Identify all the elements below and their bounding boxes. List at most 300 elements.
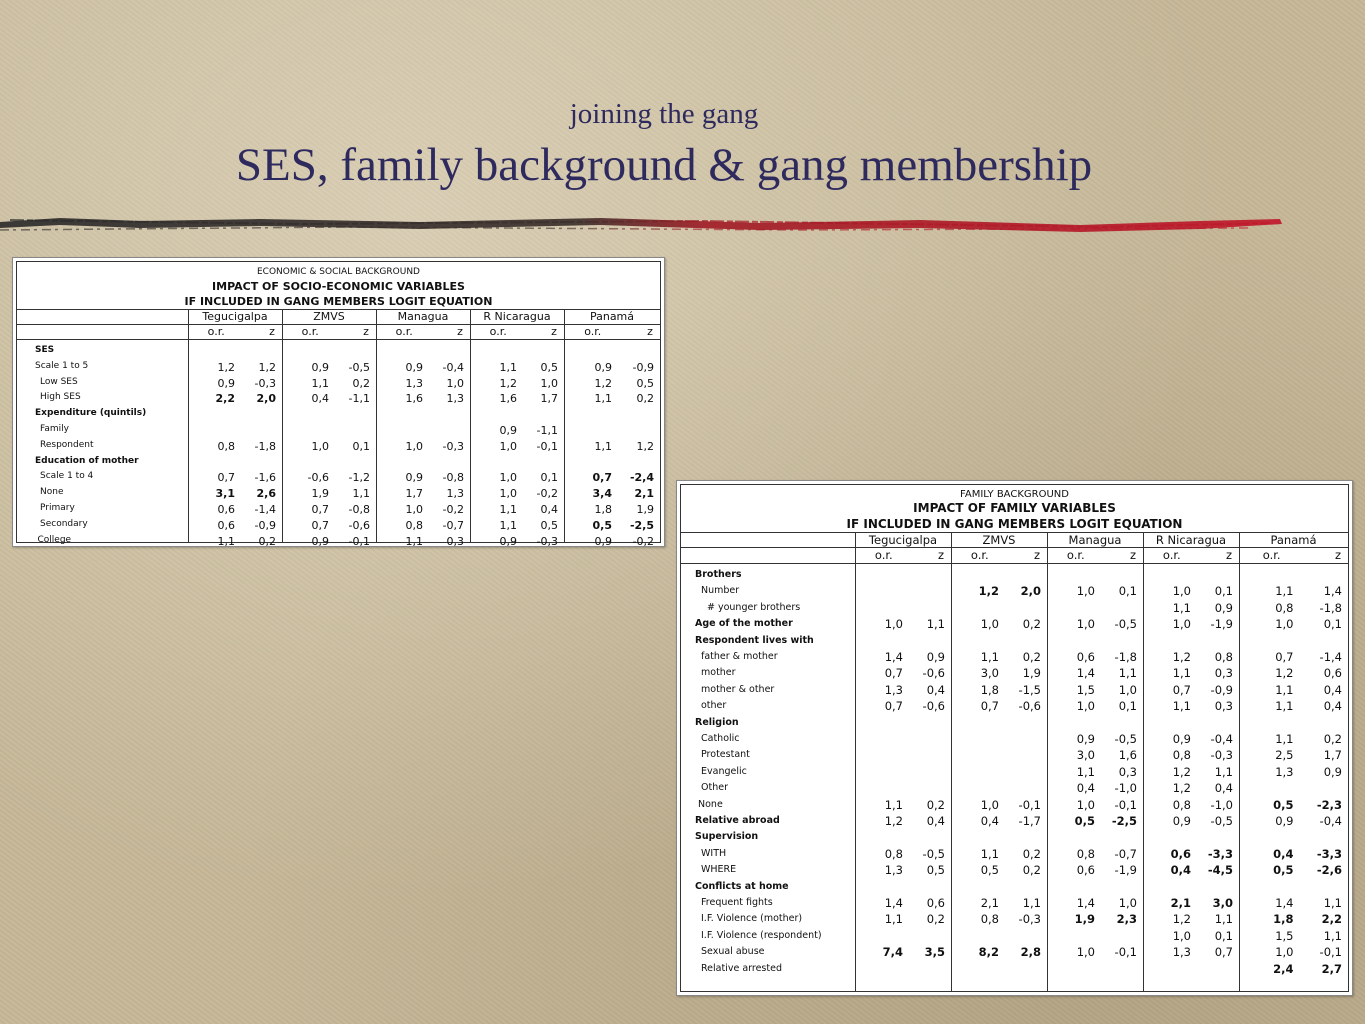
table-value: -0,3 (536, 534, 558, 548)
table-value: 1,0 (884, 617, 903, 632)
table-value: 1,1 (1275, 699, 1294, 714)
table-value: -1,8 (254, 439, 276, 453)
column-subheader: o.r. (489, 325, 507, 338)
table-value: -1,4 (1319, 650, 1342, 664)
table-value: -0,9 (254, 518, 276, 532)
table-value: 1,2 (1275, 666, 1294, 681)
table-value: 1,2 (884, 814, 903, 828)
table-value: 0,6 (1323, 666, 1342, 681)
table-value: 0,6 (217, 518, 235, 532)
city-header: ZMVS (313, 310, 345, 323)
table-value: 1,1 (499, 518, 517, 532)
table-value: 1,1 (884, 912, 903, 927)
table-value: -0,3 (1210, 748, 1233, 763)
table-value: 1,3 (1172, 945, 1191, 960)
table-value: 1,1 (594, 439, 612, 453)
table-value: 0,8 (1172, 748, 1191, 763)
table-value: 1,0 (405, 503, 423, 516)
table-value: 1,7 (405, 487, 423, 501)
table-value: -2,4 (629, 471, 654, 485)
table-value: -2,5 (629, 518, 654, 532)
column-subheader: z (1334, 548, 1342, 562)
table-value: 0,9 (594, 534, 612, 548)
table-value: 0,5 (1074, 814, 1095, 828)
table-caption-line: IF INCLUDED IN GANG MEMBERS LOGIT EQUATION (846, 517, 1183, 531)
table-value: -0,3 (254, 376, 276, 390)
table-value: 1,2 (499, 376, 517, 390)
table-value: 0,5 (926, 863, 945, 878)
table-value: 1,3 (884, 863, 903, 878)
table-value: 1,0 (405, 439, 423, 453)
table-value: -0,4 (442, 360, 464, 374)
table-value: 0,4 (1170, 863, 1191, 878)
row-label: Protestant (701, 749, 750, 761)
row-label: None (40, 487, 64, 498)
table-value: 0,9 (499, 534, 517, 548)
table-value: 0,9 (926, 650, 945, 664)
table-value: 2,3 (1116, 912, 1137, 927)
table-value: 0,8 (884, 846, 903, 861)
table-value: 1,1 (352, 487, 370, 501)
table-value: 0,7 (980, 699, 999, 714)
table-value: 0,4 (926, 814, 945, 828)
table-value: 2,1 (1170, 896, 1191, 910)
table-value: 1,9 (311, 487, 329, 501)
row-label: WHERE (701, 864, 737, 876)
table-value: 0,9 (311, 534, 329, 548)
table-value: 1,0 (1172, 928, 1191, 943)
table-value: -0,5 (348, 360, 370, 374)
table-value: 1,1 (926, 617, 945, 632)
table-value: 0,4 (1273, 846, 1294, 861)
table-value: 0,6 (1170, 846, 1191, 861)
table-value: -1,4 (254, 503, 276, 516)
column-subheader: o.r. (1162, 548, 1181, 562)
table-value: 0,4 (1323, 682, 1342, 697)
row-label: Catholic (701, 733, 740, 744)
table-value: 0,7 (311, 518, 329, 532)
table-value: 0,5 (980, 863, 999, 878)
table-value: -1,8 (1319, 600, 1342, 615)
table-value: -1,9 (1210, 617, 1233, 632)
table-value: -0,6 (922, 699, 945, 714)
table-value: 0,9 (1172, 732, 1191, 746)
table-value: 1,1 (1022, 896, 1041, 910)
table-value: 1,7 (1323, 748, 1342, 763)
table-value: 1,0 (540, 376, 558, 390)
table-value: -2,5 (1111, 814, 1137, 828)
table-value: 1,1 (1323, 928, 1342, 943)
table-value: 1,9 (1074, 912, 1095, 927)
row-label: Relative arrested (701, 962, 782, 974)
table-value: 2,2 (1321, 912, 1342, 927)
table-value: 1,1 (1118, 666, 1137, 681)
table-value: 0,7 (1172, 682, 1191, 697)
column-subheader: z (647, 325, 653, 338)
column-subheader: z (457, 325, 463, 338)
table-value: 1,1 (1076, 764, 1095, 779)
table-value: -3,3 (1207, 846, 1233, 861)
table-value: -0,3 (1018, 912, 1041, 927)
column-subheader: z (1033, 548, 1041, 562)
table-value: 0,1 (1118, 699, 1137, 714)
table-value: 0,9 (1172, 814, 1191, 828)
table-value: 0,5 (540, 518, 558, 532)
column-subheader: o.r. (874, 548, 893, 562)
table-value: 1,2 (217, 360, 235, 374)
column-subheader: z (1129, 548, 1137, 562)
table-value: -0,6 (1018, 699, 1041, 714)
table-value: 0,1 (1118, 584, 1137, 599)
row-label: None (698, 798, 723, 810)
table-value: -0,4 (1319, 814, 1342, 828)
table-value: 1,0 (446, 376, 464, 390)
column-subheader: o.r. (395, 325, 413, 338)
table-value: 0,1 (540, 471, 558, 485)
table-value: -1,6 (254, 471, 276, 485)
table-value: 0,2 (1323, 732, 1342, 746)
table-value: 2,1 (634, 487, 654, 501)
table-value: 1,0 (1172, 617, 1191, 632)
table-value: -1,0 (1210, 797, 1233, 812)
table-value: -1,1 (536, 424, 558, 437)
table-value: -0,1 (1114, 945, 1137, 960)
table-value: -0,8 (348, 503, 370, 516)
row-group-header: SES (35, 345, 55, 355)
table-value: 0,4 (1323, 699, 1342, 714)
table-value: 1,1 (311, 376, 329, 390)
row-label: Low SES (40, 376, 78, 387)
row-label: College (37, 534, 72, 545)
table-value: 2,5 (1275, 748, 1294, 763)
table-value: 1,1 (980, 650, 999, 664)
table-value: 0,2 (926, 912, 945, 927)
table-value: 1,0 (1172, 584, 1191, 599)
column-subheader: o.r. (207, 325, 225, 338)
table-value: 1,8 (980, 682, 999, 697)
table-value: -0,2 (632, 534, 654, 548)
table-value: 1,3 (446, 392, 464, 406)
table-value: 1,1 (594, 392, 612, 406)
table-value: -0,9 (1210, 682, 1233, 697)
row-group-header: Religion (695, 716, 739, 728)
table-caption-line: IMPACT OF FAMILY VARIABLES (913, 501, 1116, 515)
table-value: 0,1 (352, 439, 370, 453)
table-value: 1,2 (1172, 912, 1191, 927)
table-value: 0,6 (1076, 650, 1095, 664)
city-header: R Nicaragua (1155, 533, 1227, 547)
table-value: 0,8 (1214, 650, 1233, 664)
table-value: 1,0 (311, 439, 329, 453)
table-value: 0,9 (311, 360, 329, 374)
table-value: 2,7 (1321, 961, 1342, 976)
table-value: 0,9 (594, 360, 612, 374)
table-value: 1,2 (258, 360, 276, 374)
table-value: 1,0 (1118, 682, 1137, 697)
table-value: 0,2 (258, 534, 276, 548)
table-value: 0,5 (636, 376, 654, 390)
table-value: 0,5 (1273, 797, 1294, 812)
table-value: -3,3 (1316, 846, 1342, 861)
table-caption-line: ECONOMIC & SOCIAL BACKGROUND (256, 267, 420, 277)
table-value: 0,8 (1076, 846, 1095, 861)
table-value: -0,5 (1114, 732, 1137, 746)
table-value: 3,0 (1076, 748, 1095, 763)
table-value: 1,9 (636, 503, 654, 516)
table-value: 1,1 (884, 797, 903, 812)
table-value: 1,1 (1275, 584, 1294, 599)
table-value: -0,7 (442, 518, 464, 532)
row-group-header: Respondent lives with (695, 634, 814, 646)
city-header: Panamá (589, 310, 635, 323)
table-value: 0,6 (926, 896, 945, 910)
table-value: 1,9 (1022, 666, 1041, 681)
table-value: 1,7 (540, 392, 558, 406)
table-value: 1,0 (980, 797, 999, 812)
table-value: 0,4 (1214, 781, 1233, 796)
table-value: 0,7 (217, 471, 235, 485)
table-value: 0,4 (311, 392, 329, 406)
table-value: 0,9 (1076, 732, 1095, 746)
table-value: 1,0 (499, 487, 517, 501)
row-label: High SES (40, 392, 81, 403)
table-value: 1,2 (1172, 781, 1191, 796)
table-value: 1,8 (1273, 912, 1294, 927)
table-value: -0,5 (1210, 814, 1233, 828)
table-value: 0,6 (1076, 863, 1095, 878)
table-value: -0,5 (922, 846, 945, 861)
table-value: 2,0 (1020, 584, 1041, 599)
table-value: -0,3 (442, 439, 464, 453)
table-caption-line: FAMILY BACKGROUND (960, 489, 1069, 500)
table-value: 1,8 (594, 503, 612, 516)
city-header: Managua (397, 310, 449, 323)
table-value: 0,9 (1323, 764, 1342, 779)
table-value: 0,4 (980, 814, 999, 828)
table-value: -0,8 (442, 471, 464, 485)
family-variables-table (676, 480, 1353, 996)
table-value: 1,1 (1275, 682, 1294, 697)
table-value: 3,4 (592, 487, 612, 501)
table-value: 1,1 (1323, 896, 1342, 910)
table-value: 1,0 (1076, 584, 1095, 599)
city-header: Tegucigalpa (868, 533, 938, 547)
table-value: -0,6 (348, 518, 370, 532)
table-value: 1,5 (1275, 928, 1294, 943)
city-header: R Nicaragua (483, 310, 551, 323)
table-caption-line: IF INCLUDED IN GANG MEMBERS LOGIT EQUATION (184, 295, 493, 308)
table-value: 0,3 (446, 534, 464, 548)
row-label: mother (701, 667, 736, 679)
row-group-header: Relative abroad (695, 815, 780, 826)
row-label: Scale 1 to 5 (35, 360, 89, 371)
table-value: 0,2 (1022, 650, 1041, 664)
table-value: 1,2 (594, 376, 612, 390)
row-group-header: Supervision (695, 831, 759, 843)
table-value: 1,6 (499, 392, 517, 406)
table-value: -1,7 (1018, 814, 1041, 828)
table-value: 1,1 (1275, 732, 1294, 746)
row-group-header: Expenditure (quintils) (35, 408, 147, 419)
row-label: Frequent fights (701, 897, 773, 908)
table-value: 0,6 (217, 503, 235, 516)
table-value: 1,1 (405, 534, 423, 548)
table-value: -0,5 (1114, 617, 1137, 632)
table-value: 1,0 (980, 617, 999, 632)
table-value: -0,1 (1018, 797, 1041, 812)
table-value: 2,1 (980, 896, 999, 910)
table-value: 1,3 (884, 682, 903, 697)
table-value: 0,5 (1273, 863, 1294, 878)
table-value: -1,1 (348, 392, 370, 406)
table-value: 1,2 (978, 584, 999, 599)
table-value: 1,1 (980, 846, 999, 861)
column-subheader: z (937, 548, 945, 562)
row-label: Respondent (40, 439, 94, 450)
table-value: 0,3 (1214, 666, 1233, 681)
row-group-header: Brothers (695, 569, 742, 580)
row-label: Other (701, 782, 728, 794)
table-value: 1,2 (636, 439, 654, 453)
column-subheader: o.r. (970, 548, 989, 562)
table-value: -0,1 (1319, 945, 1342, 960)
column-subheader: z (269, 325, 275, 338)
table-value: 1,0 (1118, 896, 1137, 910)
column-subheader: o.r. (1066, 548, 1085, 562)
table-value: 1,4 (1076, 666, 1095, 681)
table-value: 0,9 (405, 471, 423, 485)
row-label: Number (701, 585, 740, 597)
table-value: 1,0 (499, 471, 517, 485)
table-value: 0,1 (1323, 617, 1342, 632)
table-value: 1,0 (1275, 945, 1294, 960)
table-value: 1,1 (1172, 600, 1191, 615)
table-value: 3,0 (1212, 896, 1233, 910)
table-value: 0,4 (1076, 781, 1095, 796)
table-value: 2,0 (256, 392, 276, 406)
row-label: other (701, 700, 727, 712)
table-value: 0,7 (1275, 650, 1294, 664)
table-value: 0,3 (1214, 699, 1233, 714)
row-label: # younger brothers (707, 601, 801, 613)
table-value: 1,4 (884, 896, 903, 910)
table-value: 1,4 (1275, 896, 1294, 910)
table-value: 1,1 (1172, 666, 1191, 681)
table-rule (681, 547, 1348, 548)
table-value: -0,6 (922, 666, 945, 681)
table-value: -0,2 (442, 503, 464, 516)
table-value: 1,1 (217, 534, 235, 548)
table-value: 0,3 (1118, 764, 1137, 779)
table-value: 2,8 (1020, 945, 1041, 960)
table-value: 0,7 (592, 471, 612, 485)
table-value: -2,6 (1316, 863, 1342, 878)
table-value: -1,9 (1114, 863, 1137, 878)
table-value: 1,0 (1275, 617, 1294, 632)
column-subheader: z (1225, 548, 1233, 562)
table-value: 0,9 (499, 424, 517, 437)
column-subheader: o.r. (301, 325, 319, 338)
table-value: 0,8 (405, 518, 423, 532)
table-value: -4,5 (1207, 863, 1233, 878)
table-value: -1,2 (348, 471, 370, 485)
table-value: 0,7 (884, 699, 903, 714)
brush-stroke-divider (0, 208, 1290, 240)
table-value: -2,3 (1316, 797, 1342, 812)
row-label: I.F. Violence (mother) (701, 913, 803, 925)
table-value: 0,7 (311, 503, 329, 516)
city-header: Managua (1068, 533, 1122, 547)
row-label: Family (40, 424, 69, 434)
table-value: 1,0 (1076, 617, 1095, 632)
table-value: 0,5 (540, 360, 558, 374)
table-value: 0,2 (1022, 863, 1041, 878)
table-value: 2,4 (1273, 961, 1294, 976)
table-value: -1,0 (1114, 781, 1137, 796)
table-value: 1,3 (446, 487, 464, 501)
table-value: 1,6 (405, 392, 423, 406)
table-value: 0,9 (1275, 814, 1294, 828)
table-value: 0,5 (592, 518, 612, 532)
row-label: Scale 1 to 4 (40, 471, 94, 482)
row-label: father & mother (701, 651, 778, 662)
row-label: Evangelic (701, 765, 747, 777)
table-value: 1,1 (1172, 699, 1191, 714)
table-value: -0,1 (1114, 797, 1137, 812)
slide-title: SES, family background & gang membership (235, 139, 1093, 191)
table-value: 1,2 (1172, 764, 1191, 779)
table-value: 1,1 (1214, 764, 1233, 779)
table-value: 0,8 (1172, 797, 1191, 812)
table-value: 0,8 (217, 439, 235, 453)
column-subheader: z (551, 325, 557, 338)
table-value: 0,7 (1214, 945, 1233, 960)
table-value: 1,4 (884, 650, 903, 664)
table-value: 1,3 (405, 376, 423, 390)
table-value: -0,1 (536, 439, 558, 453)
table-value: 0,2 (636, 392, 654, 406)
row-label: Sexual abuse (701, 946, 765, 958)
table-value: 3,1 (215, 487, 235, 501)
table-value: 0,2 (926, 797, 945, 812)
column-subheader: z (363, 325, 369, 338)
city-header: ZMVS (982, 533, 1016, 547)
table-value: 0,2 (1022, 617, 1041, 632)
row-label: I.F. Violence (respondent) (701, 929, 822, 941)
row-group-header: Conflicts at home (695, 880, 789, 892)
table-value: -0,2 (536, 487, 558, 501)
city-header: Tegucigalpa (202, 310, 268, 323)
row-group-header: Age of the mother (695, 618, 793, 630)
table-value: 1,0 (1076, 797, 1095, 812)
socio-economic-table (12, 257, 665, 547)
table-value: 0,7 (884, 666, 903, 681)
table-value: 2,2 (215, 392, 235, 406)
table-value: 3,5 (924, 945, 945, 960)
table-value: -0,6 (307, 471, 329, 485)
table-value: 1,6 (1118, 748, 1137, 763)
table-value: 0,4 (540, 503, 558, 516)
table-value: 1,1 (499, 503, 517, 516)
table-value: 1,1 (499, 360, 517, 374)
table-value: -0,1 (348, 534, 370, 548)
table-value: 1,1 (1214, 912, 1233, 927)
table-value: -1,8 (1114, 650, 1137, 664)
table-value: 0,1 (1214, 584, 1233, 599)
table-value: 3,0 (980, 666, 999, 681)
table-value: 0,8 (980, 912, 999, 927)
table-value: 1,0 (1076, 699, 1095, 714)
